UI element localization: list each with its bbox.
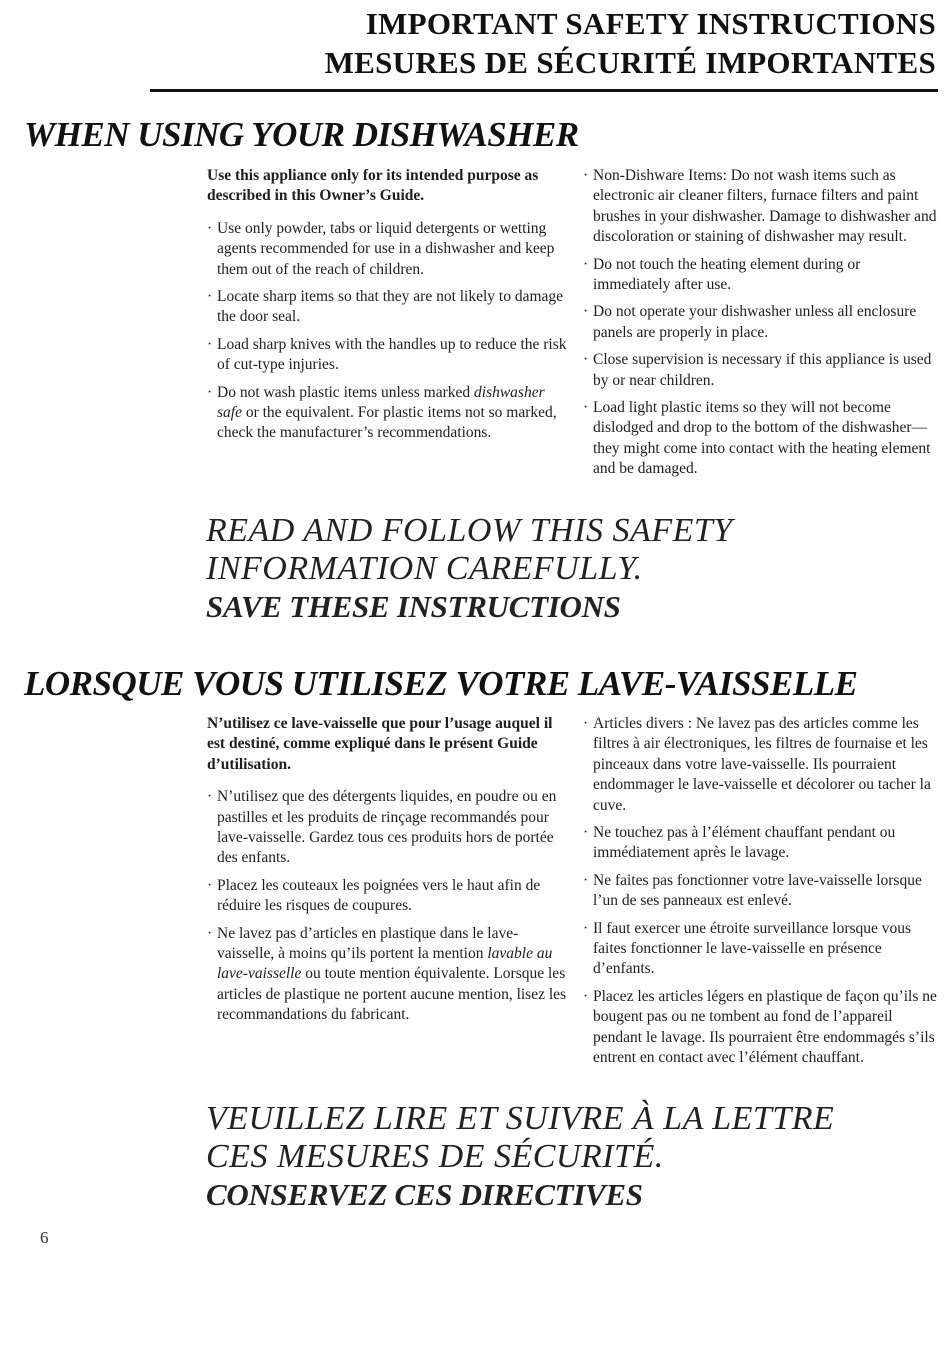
english-closing (206, 512, 733, 626)
french-bullet: · Placez les articles légers en plastique de façon qu’ils ne bougent pas ou ne tombent au fond de l’appareil pendant le lavage. Ils pourraient être endommagés s’ils entrent en contact avec l’élément chauffant. (583, 987, 939, 1069)
french-bullet: · Ne touchez pas à l’élément chauffant pendant ou immédiatement après le lavage. (583, 823, 939, 864)
italic-term: lavable au lave-vaisselle (217, 945, 553, 983)
english-bullet-plastic (207, 383, 569, 444)
english-left-column (207, 166, 569, 451)
section-title-french: LORSQUE VOUS UTILISEZ VOTRE LAVE-VAISSELLE (24, 664, 858, 703)
french-closing (206, 1100, 834, 1214)
english-right-column (583, 166, 939, 487)
english-bullet: · Use only powder, tabs or liquid detergents or wetting agents recommended for use in a dishwasher and keep them out of the reach of children. (207, 219, 569, 280)
french-bullet: · Placez les couteaux les poignées vers le haut afin de réduire les risques de coupures. (207, 876, 569, 917)
french-bullet: · N’utilisez que des détergents liquides, en poudre ou en pastilles et les produits de rinçage recommandés pour lave-vaisselle. Gardez tous ces produits hors de portée des enfants. (207, 787, 569, 869)
english-bullet: · Non-Dishware Items: Do not wash items such as electronic air cleaner filters, furnace filters and paint brushes in your dishwasher. Damage to dishwasher and discoloration or staining of dishwasher may result. (583, 166, 939, 248)
french-lead: N’utilisez ce lave-vaisselle que pour l’usage auquel il est destiné, comme expliqué dans le présent Guide d’utilisation. (207, 715, 553, 773)
french-right-column (583, 714, 939, 1076)
italic-term: dishwasher safe (217, 383, 545, 422)
french-bullet: · Articles divers : Ne lavez pas des articles comme les filtres à air électroniques, les filtres de fournaise et les pinceaux dans votre lave-vaisselle. Ils pourraient endommager le lave-vaisselle et décolorer ou tacher la cuve. (583, 714, 939, 816)
english-lead: Use this appliance only for its intended purpose as described in this Owner’s Guide. (207, 167, 539, 205)
french-bullet: · Il faut exercer une étroite surveillance lorsque vous faites fonctionner le lave-vaisselle en présence d’enfants. (583, 919, 939, 980)
french-bullet: · Ne faites pas fonctionner votre lave-vaisselle lorsque l’un de ses panneaux est enlevé. (583, 871, 939, 912)
english-bullet: · Close supervision is necessary if this appliance is used by or near children. (583, 350, 939, 391)
page-number: 6 (40, 1228, 49, 1247)
closing-emphasis: CONSERVEZ CES DIRECTIVES (206, 1177, 643, 1212)
english-bullet: · Load light plastic items so they will not become dislodged and drop to the bottom of the dishwasher—they might come into contact with the heating element and be damaged. (583, 398, 939, 480)
english-bullet: · Load sharp knives with the handles up to reduce the risk of cut-type injuries. (207, 335, 569, 376)
section-title-english: WHEN USING YOUR DISHWASHER (24, 115, 579, 154)
closing-line: VEUILLEZ LIRE ET SUIVRE À LA LETTRE (206, 1100, 835, 1137)
english-bullet: · Do not operate your dishwasher unless all enclosure panels are properly in place. (583, 302, 939, 343)
closing-line: READ AND FOLLOW THIS SAFETY (206, 512, 733, 549)
closing-line: CES MESURES DE SÉCURITÉ. (206, 1138, 664, 1175)
closing-emphasis: SAVE THESE INSTRUCTIONS (206, 589, 621, 624)
closing-line: INFORMATION CAREFULLY. (206, 550, 643, 587)
text: or the equivalent. For plastic items not so marked, check the manufacturer’s recommendations. (217, 404, 557, 442)
english-bullet: · Locate sharp items so that they are not likely to damage the door seal. (207, 287, 569, 328)
text: Do not wash plastic items unless marked (217, 383, 474, 401)
text: Ne lavez pas d’articles en plastique dans le lave-vaisselle, à moins qu’ils portent la mention (217, 924, 519, 963)
header-rule (150, 89, 938, 92)
french-bullet-plastic (207, 924, 569, 1026)
text: ou toute mention équivalente. Lorsque les articles de plastique ne portent aucune mention, lisez les recommandations du fabricant. (217, 965, 567, 1024)
header-title-french: MESURES DE SÉCURITÉ IMPORTANTES (324, 45, 936, 80)
english-bullet: · Do not touch the heating element during or immediately after use. (583, 255, 939, 296)
header-title-english: IMPORTANT SAFETY INSTRUCTIONS (365, 6, 936, 41)
french-left-column (207, 714, 569, 1033)
